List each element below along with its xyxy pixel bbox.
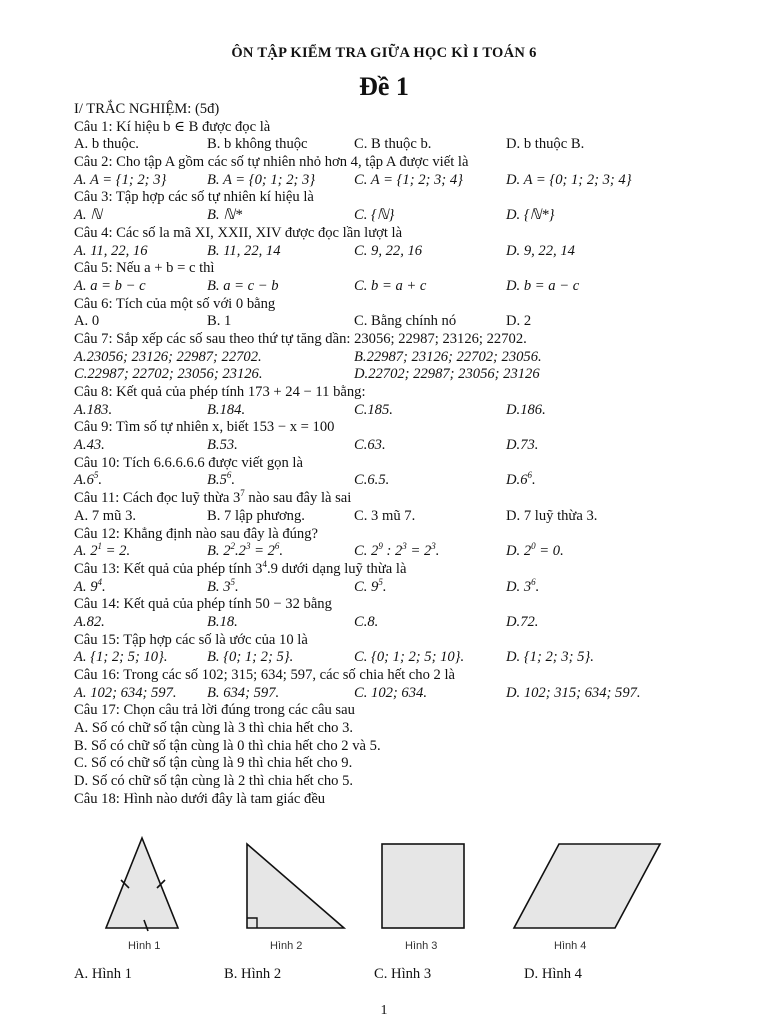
question-13-option-a: A. $9^4$.	[74, 576, 106, 595]
question-6-option-a: A. 0	[74, 313, 100, 330]
question-6-options	[74, 313, 714, 331]
question-1-option-a: A. b thuộc.	[74, 136, 139, 153]
question-2-option-b: B. A = {0; 1; 2; 3}	[207, 171, 316, 188]
question-18-options	[74, 966, 714, 986]
question-6-text: Câu 6: Tích của một số với 0 bằng	[74, 295, 276, 312]
option-b: B. Hình 2	[224, 966, 282, 982]
question-1-option-b: B. b không thuộc	[207, 136, 308, 153]
option-a: A. Hình 1	[74, 966, 132, 982]
question-5-text: Câu 5: Nếu a + b = c thì	[74, 260, 215, 277]
option-d: D. Hình 4	[524, 966, 582, 982]
question-16-option-a: A. 102; 634; 597.	[74, 684, 177, 701]
question-4-option-a: A. 11, 22, 16	[74, 242, 148, 259]
question-12-option-a: A. $2^1 = 2$.	[74, 541, 131, 560]
question-11-option-b: B. 7 lập phương.	[207, 507, 305, 524]
question-12-options	[74, 543, 714, 561]
exam-number: Đề 1	[359, 72, 409, 101]
question-8-options	[74, 402, 714, 420]
question-9-option-b: B.53.	[207, 437, 238, 454]
question-17-option-b: B. Số có chữ số tận cùng là 0 thì chia hết cho 2 và 5.	[74, 737, 381, 754]
question-13-text: Câu 13: Kết quả của phép tính $3^4.9$ dưới dạng luỹ thừa là	[74, 558, 407, 577]
question-5-option-c: C. b = a + c	[354, 277, 427, 294]
figure-4-caption: Hình 4	[554, 940, 587, 952]
figure-1-equilateral-triangle	[106, 838, 178, 931]
question-6-option-d: D. 2	[506, 313, 532, 330]
question-13-option-b: B. $3^5$.	[207, 576, 239, 595]
question-3-option-c: C. {ℕ}	[354, 207, 395, 224]
question-7-option-d: D.22702; 22987; 23056; 23126	[354, 366, 540, 383]
question-11-option-c: C. 3 mũ 7.	[354, 507, 416, 524]
question-5-option-d: D. b = a − c	[506, 277, 580, 294]
question-4-options	[74, 243, 714, 261]
question-8-option-d: D.186.	[506, 401, 546, 418]
question-17-option-d: D. Số có chữ số tận cùng là 2 thì chia hết cho 5.	[74, 773, 354, 790]
question-10-option-b: $B.5^6$.	[207, 470, 236, 489]
question-1-options	[74, 136, 714, 154]
page-number: 1	[380, 1003, 388, 1018]
question-14-option-a: A.82.	[74, 613, 105, 630]
question-14-text: Câu 14: Kết quả của phép tính 50 − 32 bằng	[74, 596, 332, 613]
question-15-option-b: B. {0; 1; 2; 5}.	[207, 649, 294, 666]
question-9-option-d: D.73.	[506, 437, 539, 454]
question-7-options-row	[74, 349, 714, 367]
figure-3-square	[382, 844, 464, 928]
question-7-options-row	[74, 366, 714, 384]
question-16-text: Câu 16: Trong các số 102; 315; 634; 597, các số chia hết cho 2 là	[74, 667, 455, 683]
question-7-option-a: A.23056; 23126; 22987; 22702.	[74, 348, 262, 365]
question-12-text: Câu 12: Khẳng định nào sau đây là đúng?	[74, 525, 318, 542]
question-14-option-b: B.18.	[207, 613, 238, 630]
figure-2-caption: Hình 2	[270, 940, 303, 952]
question-3-text: Câu 3: Tập hợp các số tự nhiên kí hiệu là	[74, 189, 314, 206]
question-16-option-c: C. 102; 634.	[354, 684, 427, 701]
question-2-option-a: A. A = {1; 2; 3}	[74, 171, 167, 188]
question-7-option-b: B.22987; 23126; 22702; 23056.	[354, 348, 542, 365]
question-8-option-b: B.184.	[207, 401, 246, 418]
question-13-options	[74, 576, 714, 597]
question-10-option-d: $D.6^6$.	[506, 470, 536, 489]
question-8-option-c: C.185.	[354, 401, 393, 418]
question-2-option-d: D. A = {0; 1; 2; 3; 4}	[506, 171, 632, 188]
question-1-option-c: C. B thuộc b.	[354, 136, 432, 153]
question-3-option-b: B. ℕ*	[207, 207, 243, 224]
question-list	[74, 101, 714, 809]
question-16-option-b: B. 634; 597.	[207, 684, 280, 701]
question-17-text: Câu 17: Chọn câu trả lời đúng trong các câu sau	[74, 702, 355, 719]
question-3-option-d: D. {ℕ*}	[506, 207, 555, 224]
question-7-option-c: C.22987; 22702; 23056; 23126.	[74, 366, 263, 383]
question-3-option-a: A. ℕ	[74, 207, 102, 224]
question-14-options	[74, 614, 714, 632]
question-15-option-d: D. {1; 2; 3; 5}.	[506, 649, 594, 666]
question-9-option-c: C.63.	[354, 437, 386, 454]
question-11-option-a: A. 7 mũ 3.	[74, 507, 137, 524]
question-15-options	[74, 649, 714, 667]
question-13-option-c: C. $9^5$.	[354, 576, 387, 595]
question-12-option-c: C. $2^9$ : $2^3 = 2^3$.	[354, 541, 440, 560]
question-18-text: Câu 18: Hình nào dưới đây là tam giác đều	[74, 790, 326, 807]
question-5-option-b: B. a = c − b	[207, 277, 279, 294]
question-11-option-d: D. 7 luỹ thừa 3.	[506, 507, 598, 524]
question-17-option-a: A. Số có chữ số tận cùng là 3 thì chia hết cho 3.	[74, 720, 354, 737]
question-10-option-c: C.6.5.	[354, 472, 390, 489]
question-4-option-d: D. 9, 22, 14	[506, 242, 575, 259]
question-6-option-b: B. 1	[207, 313, 232, 330]
question-17-option-c: C. Số có chữ số tận cùng là 9 thì chia hết cho 9.	[74, 755, 353, 772]
figures-svg	[74, 830, 714, 942]
question-4-text: Câu 4: Các số la mã XI, XXII, XIV được đọc lần lượt là	[74, 224, 403, 241]
question-11-text: Câu 11: Cách đọc luỹ thừa $3^7$ nào sau đây là sai	[74, 488, 352, 507]
question-16-option-d: D. 102; 315; 634; 597.	[506, 684, 641, 701]
question-15-option-c: C. {0; 1; 2; 5; 10}.	[354, 649, 465, 666]
question-4-option-c: C. 9, 22, 16	[354, 242, 423, 259]
question-14-option-c: C.8.	[354, 613, 379, 630]
question-9-option-a: A.43.	[74, 437, 105, 454]
question-1-text: Câu 1: Kí hiệu b ∈ B được đọc là	[74, 118, 271, 135]
question-7-text: Câu 7: Sắp xếp các số sau theo thứ tự tăng dần: 23056; 22987; 23126; 22702.	[74, 330, 527, 347]
question-10-text: Câu 10: Tích 6.6.6.6.6 được viết gọn là	[74, 454, 303, 471]
figure-3-caption: Hình 3	[405, 940, 438, 952]
figure-2-right-triangle	[247, 844, 344, 928]
question-1-option-d: D. b thuộc B.	[506, 136, 585, 153]
question-10-option-a: $A.6^5$.	[74, 470, 103, 489]
question-13-option-d: D. $3^6$.	[506, 576, 540, 595]
question-16-options	[74, 685, 714, 703]
question-8-text: Câu 8: Kết quả của phép tính 173 + 24 − 11 bằng:	[74, 384, 366, 400]
figure-4-parallelogram	[514, 844, 660, 928]
question-2-options	[74, 172, 714, 190]
question-8-option-a: A.183.	[74, 401, 113, 418]
question-5-option-a: A. a = b − c	[74, 277, 146, 294]
question-9-options	[74, 437, 714, 455]
question-6-option-c: C. Bằng chính nó	[354, 313, 457, 330]
option-c: C. Hình 3	[374, 966, 432, 982]
question-5-options	[74, 278, 714, 296]
question-3-options	[74, 207, 714, 225]
page-title: ÔN TẬP KIỂM TRA GIỮA HỌC KÌ I TOÁN 6	[231, 45, 537, 61]
question-14-option-d: D.72.	[506, 613, 539, 630]
question-15-option-a: A. {1; 2; 5; 10}.	[74, 649, 168, 666]
section-heading: I/ TRẮC NGHIỆM: (5đ)	[74, 101, 220, 117]
question-2-text: Câu 2: Cho tập A gồm các số tự nhiên nhỏ hơn 4, tập A được viết là	[74, 154, 469, 171]
question-10-options	[74, 472, 714, 490]
question-15-text: Câu 15: Tập hợp các số là ước của 10 là	[74, 631, 308, 648]
question-2-option-c: C. A = {1; 2; 3; 4}	[354, 171, 463, 188]
question-11-options	[74, 508, 714, 526]
question-9-text: Câu 9: Tìm số tự nhiên x, biết 153 − x = 100	[74, 419, 335, 436]
question-18-figures	[74, 830, 714, 960]
question-12-option-d: D. $2^0 = 0$.	[506, 541, 564, 560]
question-12-option-b: B. $2^2.2^3 = 2^6$.	[207, 541, 284, 560]
figure-1-caption: Hình 1	[128, 940, 161, 952]
question-4-option-b: B. 11, 22, 14	[207, 242, 281, 259]
